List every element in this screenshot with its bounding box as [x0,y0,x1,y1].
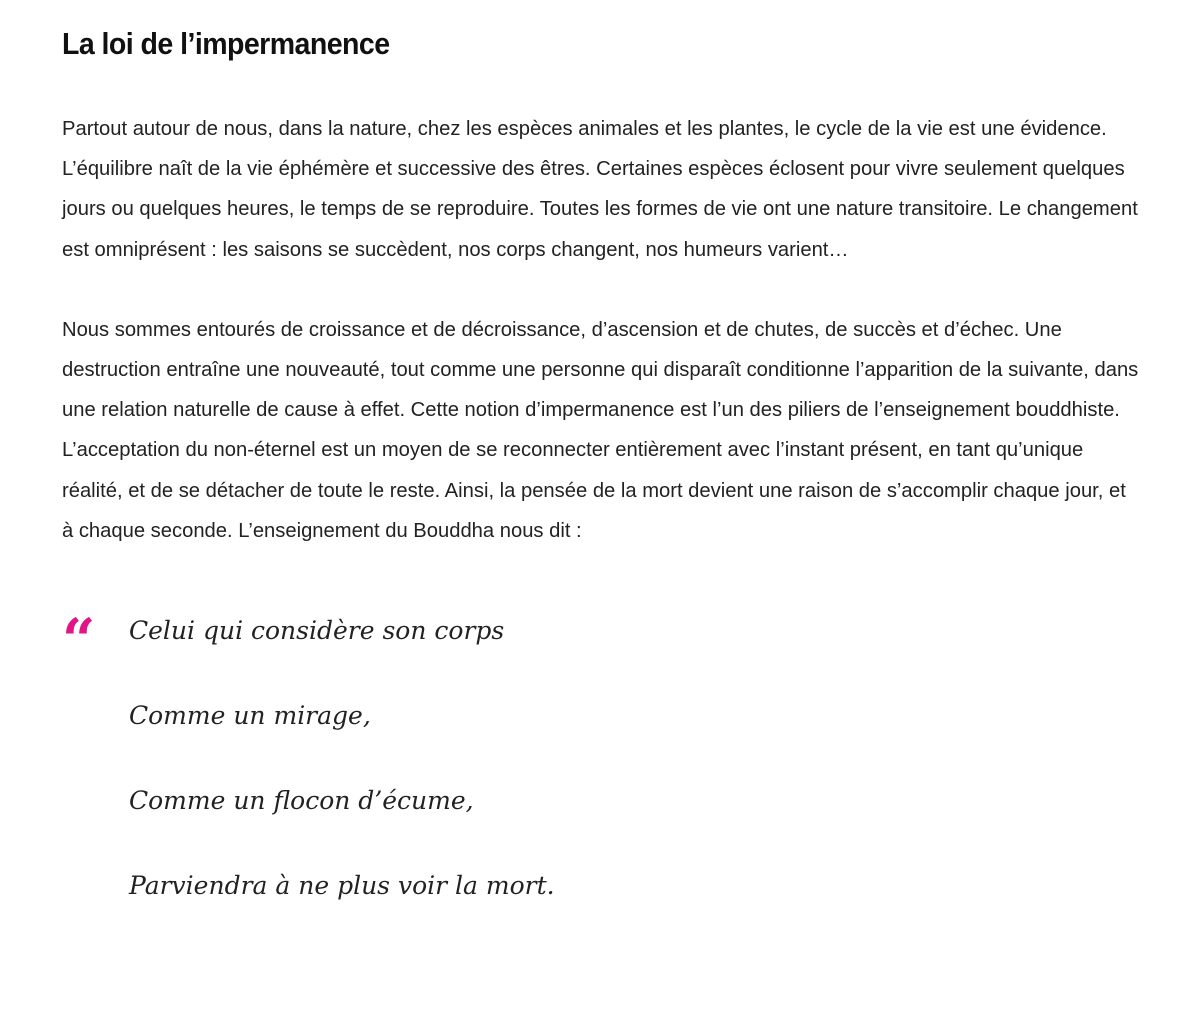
article-paragraph-2: Nous sommes entourés de croissance et de décroissance, d’ascension et de chutes, de succès et d’échec. Une destruction entraîne une nouveauté, tout comme une personne qui disparaît conditionne l’apparition de la suivante, dans une relation naturelle de cause à effet. Cette notion d’impermanence est l’un des piliers de l’enseignement bouddhiste. L’acceptation du non-éternel est un moyen de se reconnecter entièrement avec l’instant présent, en tant qu’unique réalité, et de se détacher de toute le reste. Ainsi, la pensée de la mort devient une raison de s’accomplir chaque jour, et à chaque seconde. L’enseignement du Bouddha nous dit : [62,318,1139,542]
quote-mark-icon: “ [62,606,96,675]
quote-line-3: Comme un flocon d’écume, [129,786,474,816]
blockquote [62,606,1140,904]
quote-line-2: Comme un mirage, [129,701,371,731]
article-heading: La loi de l’impermanence [62,26,390,61]
quote-line-4: Parviendra à ne plus voir la mort. [129,871,555,901]
article [62,0,1140,904]
article-paragraph-1: Partout autour de nous, dans la nature, chez les espèces animales et les plantes, le cycle de la vie est une évidence. L’équilibre naît de la vie éphémère et successive des êtres. Certaines espèces éclosent pour vivre seulement quelques jours ou quelques heures, le temps de se reproduire. Toutes les formes de vie ont une nature transitoire. Le changement est omniprésent : les saisons se succèdent, nos corps changent, nos humeurs varient… [62,118,1138,261]
quote-line-1: Celui qui considère son corps [129,616,505,646]
